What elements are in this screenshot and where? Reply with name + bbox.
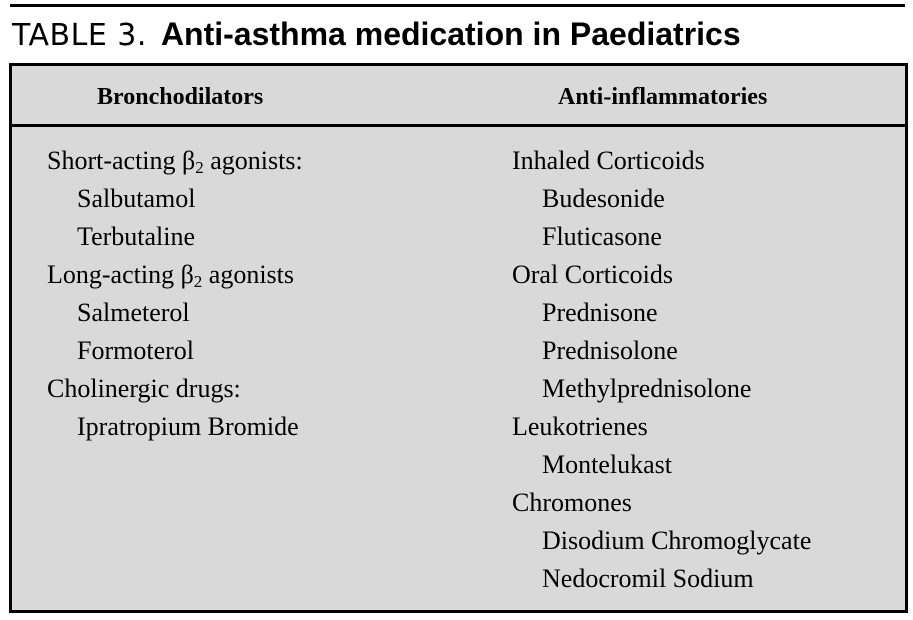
- drug-ipratropium-bromide: Ipratropium Bromide: [77, 412, 299, 441]
- drug-salmeterol: Salmeterol: [77, 298, 190, 327]
- drug-terbutaline: Terbutaline: [77, 222, 196, 251]
- drug-disodium-chromoglycate: Disodium Chromoglycate: [542, 526, 812, 555]
- drug-methylprednisolone: Methylprednisolone: [542, 374, 752, 403]
- anti-inflammatories-column: [512, 142, 811, 598]
- drug-prednisone: Prednisone: [542, 298, 658, 327]
- long-acting-subscript: 2: [193, 272, 203, 291]
- long-acting-suffix: agonists: [202, 260, 295, 289]
- drug-budesonide: Budesonide: [542, 184, 665, 213]
- table-title: Anti-asthma medication in Paediatrics: [160, 16, 741, 52]
- medication-table: [9, 63, 908, 613]
- short-acting-subscript: 2: [195, 158, 204, 177]
- drug-fluticasone: Fluticasone: [542, 222, 662, 251]
- long-acting-text: Long-acting β: [47, 260, 194, 289]
- bronchodilators-column: [47, 142, 303, 446]
- category-chromones: Chromones: [512, 488, 632, 517]
- category-oral-corticoids: Oral Corticoids: [512, 260, 674, 289]
- header-anti-inflammatories: Anti-inflammatories: [558, 84, 768, 110]
- table-header-row: [12, 66, 905, 127]
- drug-montelukast: Montelukast: [542, 450, 672, 479]
- table-caption: [12, 12, 741, 56]
- header-bronchodilators: Bronchodilators: [97, 84, 264, 110]
- drug-salbutamol: Salbutamol: [77, 184, 196, 213]
- category-short-acting: [47, 142, 303, 180]
- drug-formoterol: Formoterol: [77, 336, 194, 365]
- top-rule: [10, 4, 905, 7]
- category-inhaled-corticoids: Inhaled Corticoids: [512, 146, 705, 175]
- category-long-acting: [47, 256, 303, 294]
- table-number: TABLE 3.: [12, 18, 147, 53]
- short-acting-text: Short-acting β: [47, 146, 196, 175]
- short-acting-suffix: agonists:: [203, 146, 303, 175]
- category-leukotrienes: Leukotrienes: [512, 412, 648, 441]
- drug-nedocromil-sodium: Nedocromil Sodium: [542, 564, 754, 593]
- drug-prednisolone: Prednisolone: [542, 336, 678, 365]
- category-cholinergic: Cholinergic drugs:: [47, 374, 241, 403]
